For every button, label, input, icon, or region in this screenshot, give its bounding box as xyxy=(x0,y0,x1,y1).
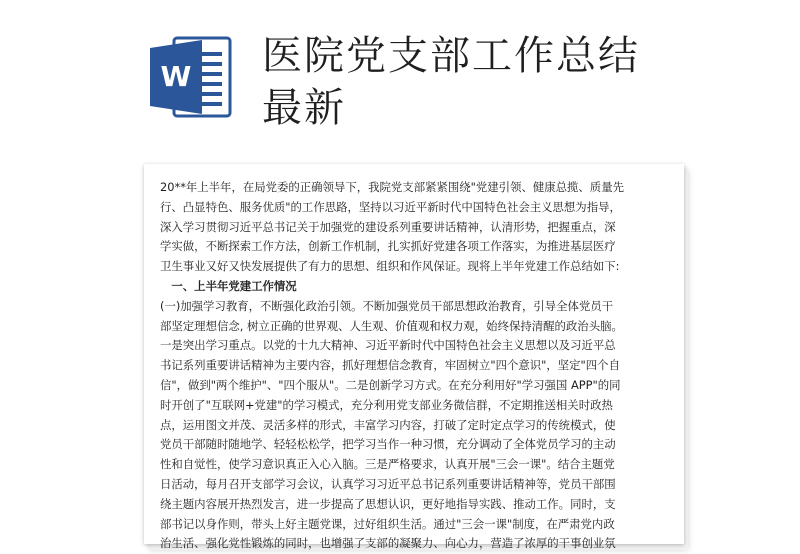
svg-text:W: W xyxy=(160,60,192,93)
body-line: 点，运用图文并茂、灵活多样的形式，丰富学习内容，打破了定时定点学习的传统模式，使 xyxy=(160,417,616,432)
body-line: 深入学习贯彻习近平总书记关于加强党的建设系列重要讲话精神，认清形势，把握重点，深 xyxy=(160,219,616,234)
body-line: 治生活、强化党性锻炼的同时，也增强了支部的凝聚力、向心力，营造了浓厚的干事创业氛 xyxy=(160,536,616,551)
document-body xyxy=(160,178,666,554)
body-line: 行、凸显特色、服务优质"的工作思路，坚持以习近平新时代中国特色社会主义思想为指导， xyxy=(160,199,621,214)
document-page-preview xyxy=(144,164,684,551)
word-document-icon xyxy=(146,32,236,122)
body-line: 卫生事业又好又快发展提供了有力的思想、组织和作风保证。现将上半年党建工作总结如下: xyxy=(160,259,620,274)
page-title-line-1: 医院党支部工作总结 xyxy=(262,33,640,79)
body-line: 20**年上半年，在局党委的正确领导下，我院党支部紧紧围绕"党建引领、健康总揽、质量先 xyxy=(160,180,624,194)
body-line: 书记系列重要讲话精神为主要内容，抓好理想信念教育，牢固树立"四个意识"，坚定"四个自 xyxy=(160,358,620,373)
body-line: 时开创了"互联网+党建"的学习模式，充分利用党支部业务微信群，不定期推送相关时政热 xyxy=(160,397,613,412)
body-line: 党员干部随时随地学、轻轻松松学，把学习当作一种习惯，充分调动了全体党员学习的主动 xyxy=(160,437,616,452)
section-heading: 一、上半年党建工作情况 xyxy=(160,278,297,293)
document-header xyxy=(0,0,800,160)
body-line: 一是突出学习重点。以党的十九大精神、习近平新时代中国特色社会主义思想以及习近平总 xyxy=(160,338,616,353)
body-line: (一)加强学习教育，不断强化政治引领。不断加强党员干部思想政治教育，引导全体党员干 xyxy=(160,298,614,313)
body-line: 日活动，每月召开支部学习会议，认真学习习近平总书记系列重要讲话精神等，党员干部围 xyxy=(160,476,616,491)
page-title xyxy=(262,30,732,134)
body-line: 部坚定理想信念, 树立正确的世界观、人生观、价值观和权力观，始终保持清醒的政治头脑。 xyxy=(160,318,623,333)
body-line: 信"，做到"两个维护"、"四个服从"。二是创新学习方式。在充分利用好"学习强国 APP"的同 xyxy=(160,377,621,392)
body-line: 性和自觉性，使学习意识真正入心入脑。三是严格要求，认真开展"三会一课"。结合主题党 xyxy=(160,457,615,472)
body-line: 绕主题内容展开热烈发言，进一步提高了思想认识，更好地指导实践、推动工作。同时，支 xyxy=(160,496,616,511)
body-line: 部书记以身作则，带头上好主题党课，过好组织生活。通过"三会一课"制度，在严肃党内政 xyxy=(160,516,615,531)
body-line: 学实做，不断探索工作方法，创新工作机制，扎实抓好党建各项工作落实，为推进基层医疗 xyxy=(160,239,616,254)
page-title-line-2: 最新 xyxy=(262,85,346,131)
